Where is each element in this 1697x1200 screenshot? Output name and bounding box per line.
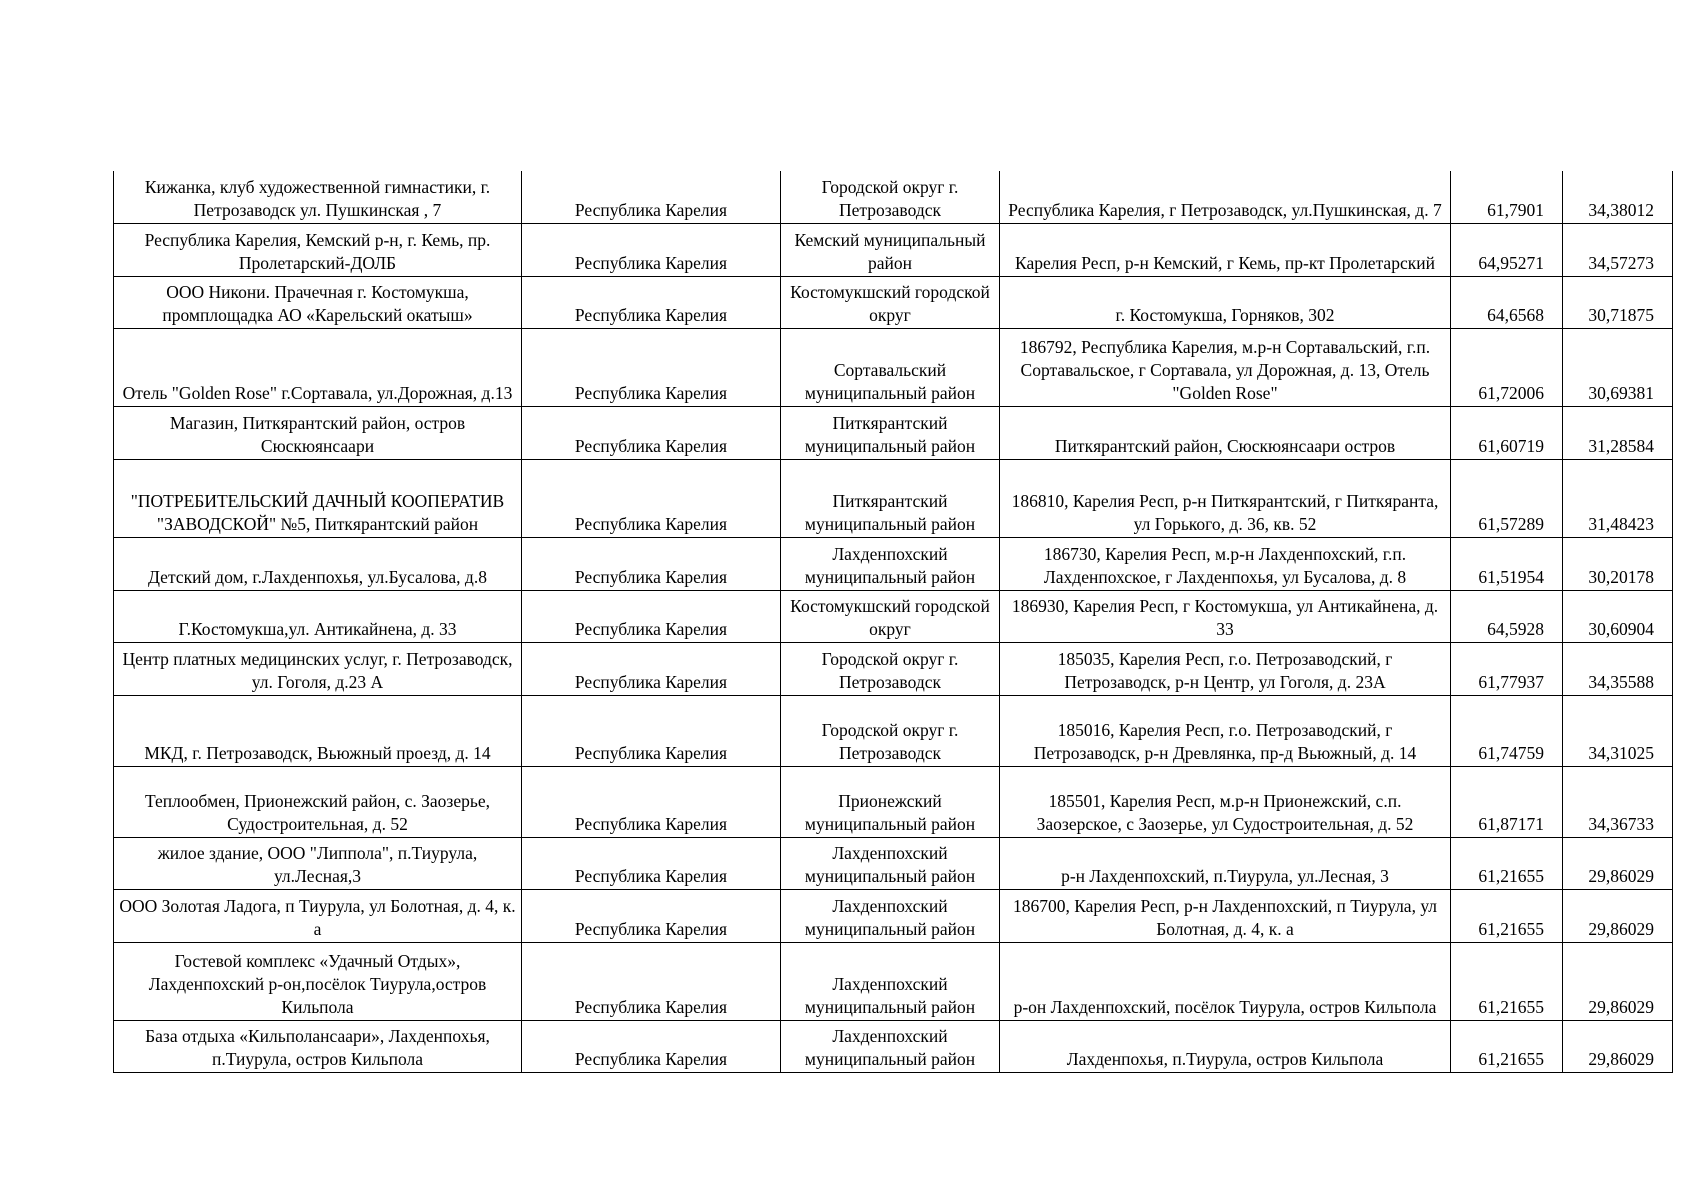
district-cell: Городской округ г. Петрозаводск [781,171,1000,223]
district-cell: Кемский муниципальный район [781,223,1000,276]
table-row [114,837,1673,889]
table-row [114,942,1673,1020]
address-cell: 186810, Карелия Респ, р-н Питкярантский, г Питкяранта, ул Горького, д. 36, кв. 52 [1000,459,1451,537]
latitude-cell: 64,95271 [1451,223,1563,276]
region-cell: Республика Карелия [522,1020,781,1072]
latitude-cell: 64,5928 [1451,590,1563,642]
latitude-cell: 61,21655 [1451,1020,1563,1072]
district-cell: Питкярантский муниципальный район [781,459,1000,537]
latitude-cell: 61,21655 [1451,889,1563,942]
latitude-cell: 61,21655 [1451,837,1563,889]
table-row [114,276,1673,328]
document-sheet [113,171,1672,1073]
table-row [114,537,1673,590]
address-cell: 185035, Карелия Респ, г.о. Петрозаводский, г Петрозаводск, р-н Центр, ул Гоголя, д. 23А [1000,642,1451,695]
longitude-cell: 29,86029 [1563,942,1673,1020]
region-cell: Республика Карелия [522,406,781,459]
table-row [114,642,1673,695]
region-cell: Республика Карелия [522,889,781,942]
region-cell: Республика Карелия [522,642,781,695]
district-cell: Сортавальский муниципальный район [781,328,1000,406]
district-cell: Лахденпохский муниципальный район [781,537,1000,590]
table-row [114,223,1673,276]
address-cell: 186730, Карелия Респ, м.р-н Лахденпохский, г.п. Лахденпохское, г Лахденпохья, ул Бусалова, д. 8 [1000,537,1451,590]
district-cell: Лахденпохский муниципальный район [781,942,1000,1020]
address-cell: р-н Лахденпохский, п.Тиурула, ул.Лесная, 3 [1000,837,1451,889]
longitude-cell: 30,69381 [1563,328,1673,406]
object-name-cell: Отель "Golden Rose" г.Сортавала, ул.Дорожная, д.13 [114,328,522,406]
object-name-cell: Кижанка, клуб художественной гимнастики, г. Петрозаводск ул. Пушкинская , 7 [114,171,522,223]
district-cell: Костомукшский городской округ [781,276,1000,328]
longitude-cell: 30,71875 [1563,276,1673,328]
registry-table-body [114,171,1673,1072]
table-row [114,328,1673,406]
table-row [114,766,1673,837]
object-name-cell: ООО Никони. Прачечная г. Костомукша, промплощадка АО «Карельский окатыш» [114,276,522,328]
region-cell: Республика Карелия [522,695,781,766]
table-row [114,171,1673,223]
object-name-cell: "ПОТРЕБИТЕЛЬСКИЙ ДАЧНЫЙ КООПЕРАТИВ "ЗАВОДСКОЙ" №5, Питкярантский район [114,459,522,537]
address-cell: 186930, Карелия Респ, г Костомукша, ул Антикайнена, д. 33 [1000,590,1451,642]
longitude-cell: 31,28584 [1563,406,1673,459]
object-name-cell: Магазин, Питкярантский район, остров Сюскюянсаари [114,406,522,459]
table-row [114,459,1673,537]
registry-table [113,171,1673,1073]
table-row [114,889,1673,942]
address-cell: Питкярантский район, Сюскюянсаари остров [1000,406,1451,459]
object-name-cell: Теплообмен, Прионежский район, с. Заозерье, Судостроительная, д. 52 [114,766,522,837]
latitude-cell: 61,72006 [1451,328,1563,406]
region-cell: Республика Карелия [522,171,781,223]
table-row [114,406,1673,459]
table-row [114,590,1673,642]
object-name-cell: Гостевой комплекс «Удачный Отдых», Лахденпохский р-он,посёлок Тиурула,остров Кильпола [114,942,522,1020]
region-cell: Республика Карелия [522,837,781,889]
district-cell: Прионежский муниципальный район [781,766,1000,837]
district-cell: Костомукшский городской округ [781,590,1000,642]
region-cell: Республика Карелия [522,590,781,642]
region-cell: Республика Карелия [522,459,781,537]
address-cell: Карелия Респ, р-н Кемский, г Кемь, пр-кт Пролетарский [1000,223,1451,276]
address-cell: 185016, Карелия Респ, г.о. Петрозаводский, г Петрозаводск, р-н Древлянка, пр-д Вьюжный, д. 14 [1000,695,1451,766]
latitude-cell: 61,87171 [1451,766,1563,837]
district-cell: Городской округ г. Петрозаводск [781,695,1000,766]
object-name-cell: Республика Карелия, Кемский р-н, г. Кемь, пр. Пролетарский-ДОЛБ [114,223,522,276]
latitude-cell: 61,21655 [1451,942,1563,1020]
latitude-cell: 61,7901 [1451,171,1563,223]
longitude-cell: 34,57273 [1563,223,1673,276]
longitude-cell: 29,86029 [1563,889,1673,942]
longitude-cell: 31,48423 [1563,459,1673,537]
longitude-cell: 34,36733 [1563,766,1673,837]
latitude-cell: 61,60719 [1451,406,1563,459]
longitude-cell: 29,86029 [1563,1020,1673,1072]
object-name-cell: Центр платных медицинских услуг, г. Петрозаводск, ул. Гоголя, д.23 А [114,642,522,695]
address-cell: 186700, Карелия Респ, р-н Лахденпохский, п Тиурула, ул Болотная, д. 4, к. а [1000,889,1451,942]
region-cell: Республика Карелия [522,276,781,328]
table-row [114,1020,1673,1072]
object-name-cell: Г.Костомукша,ул. Антикайнена, д. 33 [114,590,522,642]
address-cell: р-он Лахденпохский, посёлок Тиурула, остров Кильпола [1000,942,1451,1020]
object-name-cell: Детский дом, г.Лахденпохья, ул.Бусалова, д.8 [114,537,522,590]
address-cell: 186792, Республика Карелия, м.р-н Сортавальский, г.п. Сортавальское, г Сортавала, ул Дорожная, д. 13, Отель "Golden Rose" [1000,328,1451,406]
address-cell: Республика Карелия, г Петрозаводск, ул.Пушкинская, д. 7 [1000,171,1451,223]
region-cell: Республика Карелия [522,328,781,406]
latitude-cell: 61,77937 [1451,642,1563,695]
district-cell: Лахденпохский муниципальный район [781,837,1000,889]
longitude-cell: 34,31025 [1563,695,1673,766]
address-cell: 185501, Карелия Респ, м.р-н Прионежский, с.п. Заозерское, с Заозерье, ул Судостроительная, д. 52 [1000,766,1451,837]
district-cell: Лахденпохский муниципальный район [781,889,1000,942]
district-cell: Городской округ г. Петрозаводск [781,642,1000,695]
latitude-cell: 61,74759 [1451,695,1563,766]
longitude-cell: 30,60904 [1563,590,1673,642]
district-cell: Лахденпохский муниципальный район [781,1020,1000,1072]
table-row [114,695,1673,766]
latitude-cell: 61,51954 [1451,537,1563,590]
address-cell: г. Костомукша, Горняков, 302 [1000,276,1451,328]
region-cell: Республика Карелия [522,537,781,590]
longitude-cell: 29,86029 [1563,837,1673,889]
region-cell: Республика Карелия [522,223,781,276]
district-cell: Питкярантский муниципальный район [781,406,1000,459]
object-name-cell: ООО Золотая Ладога, п Тиурула, ул Болотная, д. 4, к. а [114,889,522,942]
address-cell: Лахденпохья, п.Тиурула, остров Кильпола [1000,1020,1451,1072]
object-name-cell: жилое здание, ООО "Липпола", п.Тиурула, ул.Лесная,3 [114,837,522,889]
region-cell: Республика Карелия [522,766,781,837]
latitude-cell: 61,57289 [1451,459,1563,537]
object-name-cell: МКД, г. Петрозаводск, Вьюжный проезд, д. 14 [114,695,522,766]
longitude-cell: 30,20178 [1563,537,1673,590]
longitude-cell: 34,35588 [1563,642,1673,695]
latitude-cell: 64,6568 [1451,276,1563,328]
region-cell: Республика Карелия [522,942,781,1020]
object-name-cell: База отдыха «Кильполансаари», Лахденпохья, п.Тиурула, остров Кильпола [114,1020,522,1072]
longitude-cell: 34,38012 [1563,171,1673,223]
